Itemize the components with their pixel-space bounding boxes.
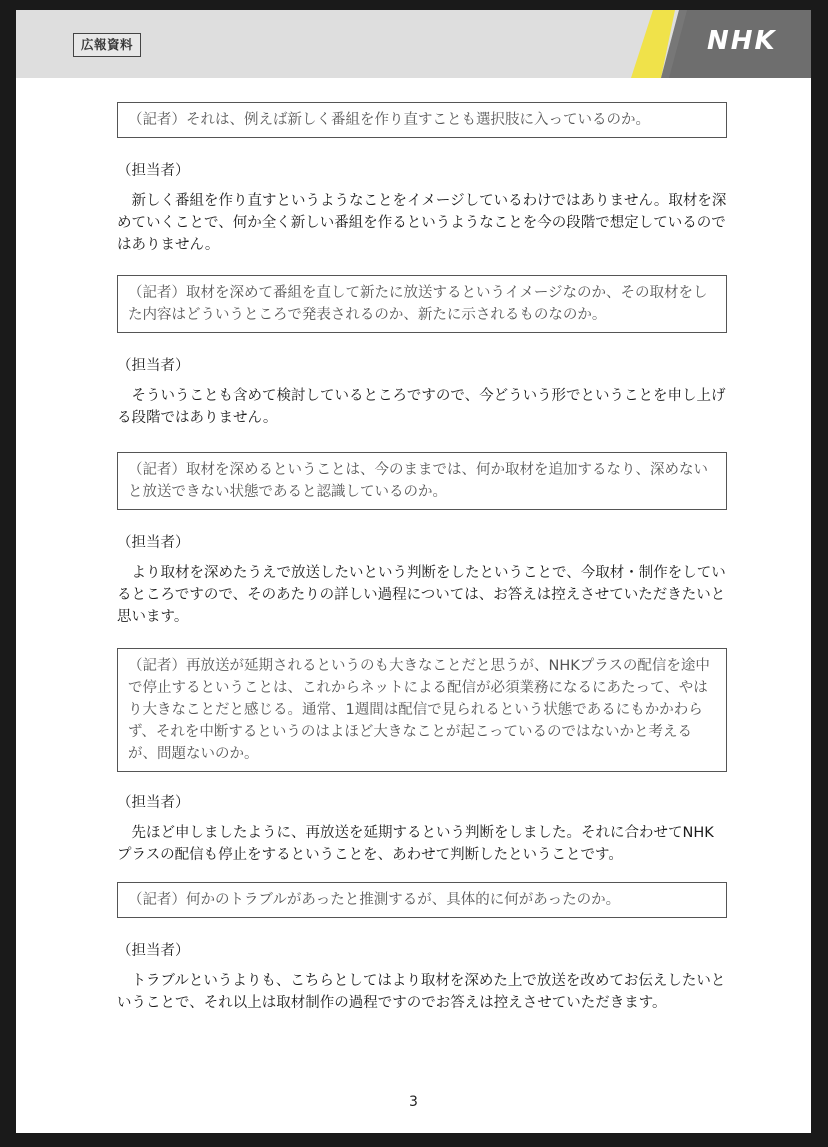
answer-text: 先ほど申しましたように、再放送を延期するという判断をしました。それに合わせてNHKプラスの配信も停止をするということを、あわせて判断したということです。 (117, 825, 714, 863)
page-header (16, 10, 811, 78)
speaker-label: （担当者） (117, 358, 190, 374)
reporter-question: （記者）取材を深めて番組を直して新たに放送するというイメージなのか、その取材をした内容はどういうところで発表されるのか、新たに示されるものなのか。 (117, 275, 727, 333)
answer-text: 新しく番組を作り直すというようなことをイメージしているわけではありません。取材を深めていくことで、何か全く新しい番組を作るというようなことを今の段階で想定しているのではありません。 (117, 193, 727, 253)
reporter-question: （記者）それは、例えば新しく番組を作り直すことも選択肢に入っているのか。 (117, 102, 727, 138)
answer-text: より取材を深めたうえで放送したいという判断をしたということで、今取材・制作をしているところですので、そのあたりの詳しい過程については、お答えは控えさせていただきたいと思います。 (117, 565, 726, 625)
speaker-label: （担当者） (117, 163, 190, 179)
page-number: 3 (409, 1094, 418, 1110)
reporter-question: （記者）取材を深めるということは、今のままでは、何か取材を追加するなり、深めないと放送できない状態であると認識しているのか。 (117, 452, 727, 510)
document-page (16, 10, 811, 1133)
speaker-label: （担当者） (117, 795, 190, 811)
reporter-question: （記者）何かのトラブルがあったと推測するが、具体的に何があったのか。 (117, 882, 727, 918)
press-release-label: 広報資料 (73, 33, 141, 57)
transcript-content (117, 102, 727, 1014)
answer-text: そういうことも含めて検討しているところですので、今どういう形でということを申し上げる段階ではありません。 (117, 388, 726, 426)
speaker-label: （担当者） (117, 535, 190, 551)
nhk-logo-text: NHK (707, 26, 777, 56)
nhk-logo (631, 10, 811, 78)
reporter-question: （記者）再放送が延期されるというのも大きなことだと思うが、NHKプラスの配信を途中で停止するということは、これからネットによる配信が必須業務になるにあたって、やはり大きなことだと感じる。通常、1週間は配信で見られるという状態であるにもかかわらず、それを中断するというのはよほど大きなことが起こっているのではないかと考えるが、問題ないのか。 (117, 648, 727, 772)
speaker-label: （担当者） (117, 943, 190, 959)
answer-text: トラブルというよりも、こちらとしてはより取材を深めた上で放送を改めてお伝えしたいということで、それ以上は取材制作の過程ですのでお答えは控えさせていただきます。 (117, 973, 726, 1011)
